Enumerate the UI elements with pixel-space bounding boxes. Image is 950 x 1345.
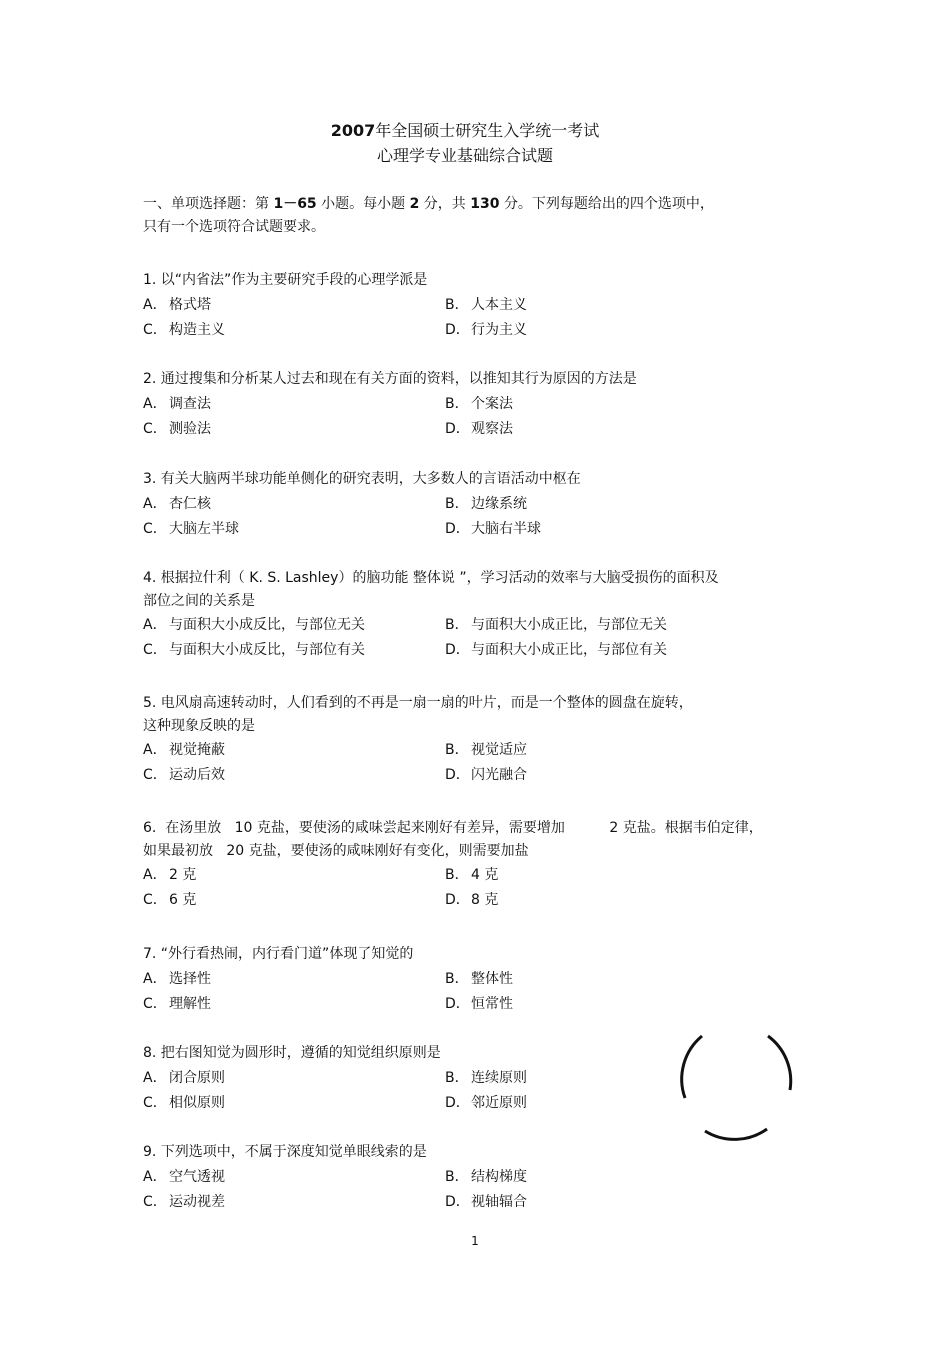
option-label: B． (445, 1169, 469, 1185)
option-d (445, 417, 747, 442)
option-b (445, 392, 747, 417)
option-a (143, 613, 445, 638)
option-c (143, 992, 445, 1017)
option-text: 空气透视 (169, 1169, 225, 1185)
option-text: 运动视差 (169, 1194, 225, 1210)
option-label: B． (445, 1070, 469, 1086)
question-7 (143, 942, 803, 1017)
option-label: B． (445, 297, 469, 313)
option-label: A． (143, 1070, 167, 1086)
option-a (143, 863, 445, 888)
instr-text-3: 分，共 (423, 196, 466, 212)
option-b (445, 492, 747, 517)
exam-title (0, 120, 930, 142)
option-label: A． (143, 617, 167, 633)
instr-points-each: 2 (409, 196, 420, 212)
question-stem: 8. 把右图知觉为圆形时，遵循的知觉组织原则是 (143, 1045, 441, 1061)
option-b (445, 863, 747, 888)
option-text: 8 克 (471, 892, 499, 908)
option-text: 4 克 (471, 867, 499, 883)
option-d (445, 1190, 747, 1215)
question-3 (143, 467, 803, 542)
option-d (445, 638, 747, 663)
option-label: C． (143, 996, 167, 1012)
question-stem: 7. “外行看热闹，内行看门道”体现了知觉的 (143, 946, 414, 962)
page-number: 1 (471, 1234, 479, 1248)
question-stem-cont: 这种现象反映的是 (143, 718, 255, 734)
option-label: B． (445, 496, 469, 512)
bottom-arc (705, 1129, 767, 1139)
option-text: 大脑左半球 (169, 521, 239, 537)
option-a (143, 392, 445, 417)
option-text: 邻近原则 (471, 1095, 527, 1111)
question-stem-cont: 如果最初放 20 克盐，要使汤的咸味刚好有变化，则需要加盐 (143, 843, 529, 859)
question-6 (143, 817, 803, 913)
option-b (445, 738, 747, 763)
option-label: C． (143, 767, 167, 783)
right-arc (768, 1036, 791, 1090)
option-a (143, 492, 445, 517)
option-text: 个案法 (471, 396, 513, 412)
option-label: D． (445, 642, 470, 658)
option-c (143, 517, 445, 542)
option-text: 整体性 (471, 971, 513, 987)
option-a (143, 293, 445, 318)
option-text: 边缘系统 (471, 496, 527, 512)
option-c (143, 888, 445, 913)
option-text: 选择性 (169, 971, 211, 987)
option-text: 闭合原则 (169, 1070, 225, 1086)
instr-text-4: 分。下列每题给出的四个选项中， (503, 196, 714, 212)
option-text: 大脑右半球 (471, 521, 541, 537)
question-stem-cont: 部位之间的关系是 (143, 593, 255, 609)
option-text: 视觉掩蔽 (169, 742, 225, 758)
option-b (445, 293, 747, 318)
option-label: A． (143, 297, 167, 313)
broken-circle-figure (672, 1028, 798, 1148)
option-label: A． (143, 1169, 167, 1185)
option-label: C． (143, 421, 167, 437)
option-label: C． (143, 1095, 167, 1111)
option-text: 视觉适应 (471, 742, 527, 758)
option-a (143, 967, 445, 992)
option-label: D． (445, 767, 470, 783)
option-label: C． (143, 322, 167, 338)
section-instructions (143, 193, 793, 239)
question-stem: 1. 以“内省法”作为主要研究手段的心理学派是 (143, 272, 428, 288)
option-c (143, 638, 445, 663)
question-5 (143, 692, 803, 788)
instr-text-5: 只有一个选项符合试题要求。 (143, 219, 325, 235)
option-text: 格式塔 (169, 297, 211, 313)
option-text: 杏仁核 (169, 496, 211, 512)
instr-points-total: 130 (470, 196, 500, 212)
option-d (445, 517, 747, 542)
option-label: C． (143, 521, 167, 537)
option-label: A． (143, 396, 167, 412)
option-label: C． (143, 892, 167, 908)
question-stem: 9. 下列选项中，不属于深度知觉单眼线索的是 (143, 1144, 427, 1160)
option-a (143, 738, 445, 763)
option-text: 理解性 (169, 996, 211, 1012)
option-label: A． (143, 742, 167, 758)
option-text: 连续原则 (471, 1070, 527, 1086)
question-stem: 5. 电风扇高速转动时，人们看到的不再是一扇一扇的叶片，而是一个整体的圆盘在旋转， (143, 695, 693, 711)
option-c (143, 1091, 445, 1116)
option-a (143, 1165, 445, 1190)
option-label: D． (445, 1194, 470, 1210)
option-d (445, 318, 747, 343)
instr-text-1: 一、单项选择题：第 (143, 196, 269, 212)
option-label: A． (143, 971, 167, 987)
option-c (143, 1190, 445, 1215)
option-text: 与面积大小成正比，与部位有关 (471, 642, 667, 658)
question-1 (143, 268, 803, 343)
option-text: 运动后效 (169, 767, 225, 783)
option-text: 观察法 (471, 421, 513, 437)
option-label: A． (143, 496, 167, 512)
option-c (143, 763, 445, 788)
left-arc (682, 1036, 702, 1098)
question-stem: 4. 根据拉什利（ K. S. Lashley）的脑功能 整体说 ”，学习活动的效率与大脑受损伤的面积及 (143, 570, 719, 586)
question-4 (143, 567, 803, 663)
option-d (445, 992, 747, 1017)
instr-range: 1－65 (273, 196, 317, 212)
question-stem: 6. 在汤里放 10 克盐，要使汤的咸味尝起来刚好有差异，需要增加 2 克盐。根据韦伯定律， (143, 820, 763, 836)
option-text: 与面积大小成正比，与部位无关 (471, 617, 667, 633)
option-text: 测验法 (169, 421, 211, 437)
option-text: 行为主义 (471, 322, 527, 338)
exam-title-text: 年全国硕士研究生入学统一考试 (375, 121, 600, 140)
exam-year: 2007 (330, 121, 376, 140)
option-text: 调查法 (169, 396, 211, 412)
option-text: 恒常性 (471, 996, 513, 1012)
option-label: D． (445, 322, 470, 338)
option-text: 相似原则 (169, 1095, 225, 1111)
option-label: C． (143, 642, 167, 658)
option-text: 闪光融合 (471, 767, 527, 783)
option-text: 与面积大小成反比，与部位无关 (169, 617, 365, 633)
option-label: B． (445, 396, 469, 412)
option-label: A． (143, 867, 167, 883)
option-text: 6 克 (169, 892, 197, 908)
option-label: B． (445, 617, 469, 633)
option-label: B． (445, 867, 469, 883)
instr-text-2: 小题。每小题 (321, 196, 406, 212)
option-c (143, 417, 445, 442)
option-b (445, 967, 747, 992)
option-a (143, 1066, 445, 1091)
option-text: 结构梯度 (471, 1169, 527, 1185)
option-text: 与面积大小成反比，与部位有关 (169, 642, 365, 658)
option-text: 人本主义 (471, 297, 527, 313)
question-2 (143, 367, 803, 442)
option-label: C． (143, 1194, 167, 1210)
exam-subtitle: 心理学专业基础综合试题 (376, 146, 553, 165)
option-text: 构造主义 (169, 322, 225, 338)
question-9 (143, 1140, 803, 1215)
option-b (445, 613, 747, 638)
option-label: D． (445, 421, 470, 437)
option-text: 视轴辐合 (471, 1194, 527, 1210)
option-label: D． (445, 521, 470, 537)
question-stem: 2. 通过搜集和分析某人过去和现在有关方面的资料，以推知其行为原因的方法是 (143, 371, 637, 387)
option-label: D． (445, 892, 470, 908)
option-b (445, 1165, 747, 1190)
option-label: D． (445, 1095, 470, 1111)
option-c (143, 318, 445, 343)
option-label: D． (445, 996, 470, 1012)
option-text: 2 克 (169, 867, 197, 883)
option-label: B． (445, 971, 469, 987)
option-d (445, 763, 747, 788)
question-stem: 3. 有关大脑两半球功能单侧化的研究表明，大多数人的言语活动中枢在 (143, 471, 581, 487)
option-label: B． (445, 742, 469, 758)
option-d (445, 888, 747, 913)
